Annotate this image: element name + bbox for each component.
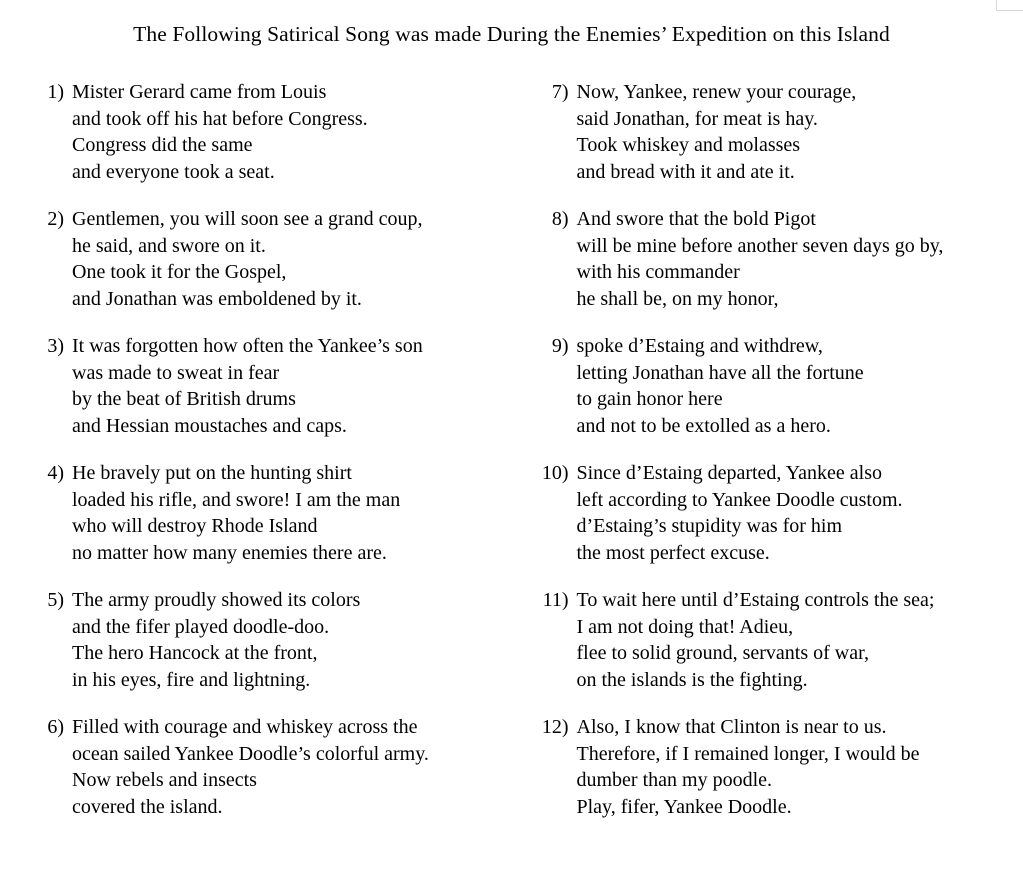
verse-line: covered the island. [72, 795, 223, 818]
verse-line: no matter how many enemies there are. [72, 541, 387, 564]
verse-number: 11) [542, 589, 569, 611]
verse-number: 8) [551, 208, 569, 230]
verse-number: 4) [47, 462, 64, 484]
verse-line: in his eyes, fire and lightning. [72, 668, 311, 691]
verse-line: One took it for the Gospel, [72, 261, 287, 283]
verse-number: 10) [541, 462, 569, 484]
page-corner-mark [996, 0, 1023, 11]
verse-line: Took whiskey and molasses [576, 134, 801, 156]
verse-lines [72, 460, 400, 566]
verse-line: Therefore, if I remained longer, I would be [576, 742, 920, 765]
verse-number: 1) [47, 81, 64, 103]
verse-lines [72, 587, 360, 693]
verse-line: and Jonathan was emboldened by it. [72, 287, 362, 310]
verse-number: 3) [47, 335, 64, 357]
verse-line: left according to Yankee Doodle custom. [576, 488, 903, 511]
verse-line: It was forgotten how often the Yankee’s son [72, 335, 423, 357]
verse-line: d’Estaing’s stupidity was for him [576, 515, 843, 537]
verse [36, 206, 521, 312]
song-columns [0, 79, 1023, 841]
verse-line: The hero Hancock at the front, [72, 642, 318, 664]
verse-line: to gain honor here [576, 388, 723, 410]
verse-number: 12) [541, 716, 569, 738]
verse-number: 6) [47, 716, 64, 738]
verse-line: Play, fifer, Yankee Doodle. [576, 795, 792, 818]
verse-line: was made to sweat in fear [72, 361, 280, 384]
verse [36, 460, 521, 566]
verse-number: 7) [551, 81, 569, 103]
verse-line: and the fifer played doodle-doo. [72, 615, 330, 638]
verse [36, 79, 521, 185]
verse-line: To wait here until d’Estaing controls the sea; [576, 589, 935, 611]
verse-line: and Hessian moustaches and caps. [72, 414, 347, 437]
verse-line: he said, and swore on it. [72, 234, 266, 257]
verse [541, 460, 1012, 566]
verse-line: the most perfect excuse. [576, 541, 770, 564]
verse-line: dumber than my poodle. [576, 769, 773, 791]
verse-lines [72, 714, 429, 820]
verse-line: spoke d’Estaing and withdrew, [576, 335, 823, 357]
verse-line: ocean sailed Yankee Doodle’s colorful army. [72, 742, 429, 765]
verse-line: Gentlemen, you will soon see a grand coup, [72, 208, 423, 230]
page-title: The Following Satirical Song was made During the Enemies’ Expedition on this Island [133, 22, 890, 46]
verse-line: and took off his hat before Congress. [72, 107, 368, 130]
verse-line: And swore that the bold Pigot [576, 208, 816, 230]
verse-number: 5) [47, 589, 64, 611]
verse [541, 206, 1012, 312]
verse [36, 587, 521, 693]
verse [36, 714, 521, 820]
verse-line: with his commander [576, 261, 740, 283]
verse-line: Congress did the same [72, 134, 253, 156]
verse-line: by the beat of British drums [72, 388, 296, 410]
verse-lines [72, 333, 423, 439]
verse-lines [72, 206, 422, 312]
song-column-left [30, 79, 521, 841]
verse-line: Filled with courage and whiskey across the [72, 716, 418, 738]
verse-lines [577, 206, 944, 312]
verse-line: who will destroy Rhode Island [72, 515, 318, 537]
verse [541, 714, 1012, 820]
verse-number: 2) [47, 208, 64, 230]
verse-lines [577, 587, 935, 693]
verse-line: flee to solid ground, servants of war, [576, 642, 869, 664]
verse-line: will be mine before another seven days go by, [576, 234, 944, 257]
verse-line: on the islands is the fighting. [576, 668, 808, 691]
verse-line: and bread with it and ate it. [576, 160, 795, 183]
verse-line: he shall be, on my honor, [576, 287, 779, 310]
verse-lines [72, 79, 368, 185]
verse-line: Now rebels and insects [72, 769, 257, 791]
verse [541, 79, 1012, 185]
verse-line: and not to be extolled as a hero. [576, 414, 831, 437]
verse-line: The army proudly showed its colors [72, 589, 361, 611]
verse-line: Mister Gerard came from Louis [72, 81, 327, 103]
verse [541, 333, 1012, 439]
verse-line: Since d’Estaing departed, Yankee also [576, 462, 882, 484]
verse-line: letting Jonathan have all the fortune [576, 361, 864, 384]
verse-line: Also, I know that Clinton is near to us. [576, 716, 887, 738]
verse-line: Now, Yankee, renew your courage, [576, 81, 857, 103]
verse [36, 333, 521, 439]
song-column-right [521, 79, 1012, 841]
verse-line: and everyone took a seat. [72, 160, 275, 183]
verse-lines [577, 79, 857, 185]
verse-number: 9) [551, 335, 569, 357]
verse-line: said Jonathan, for meat is hay. [576, 107, 818, 130]
verse [541, 587, 1012, 693]
verse-line: He bravely put on the hunting shirt [72, 462, 352, 484]
verse-lines [577, 714, 920, 820]
verse-lines [577, 333, 864, 439]
verse-line: I am not doing that! Adieu, [576, 615, 794, 638]
verse-line: loaded his rifle, and swore! I am the man [72, 488, 401, 511]
verse-lines [577, 460, 903, 566]
